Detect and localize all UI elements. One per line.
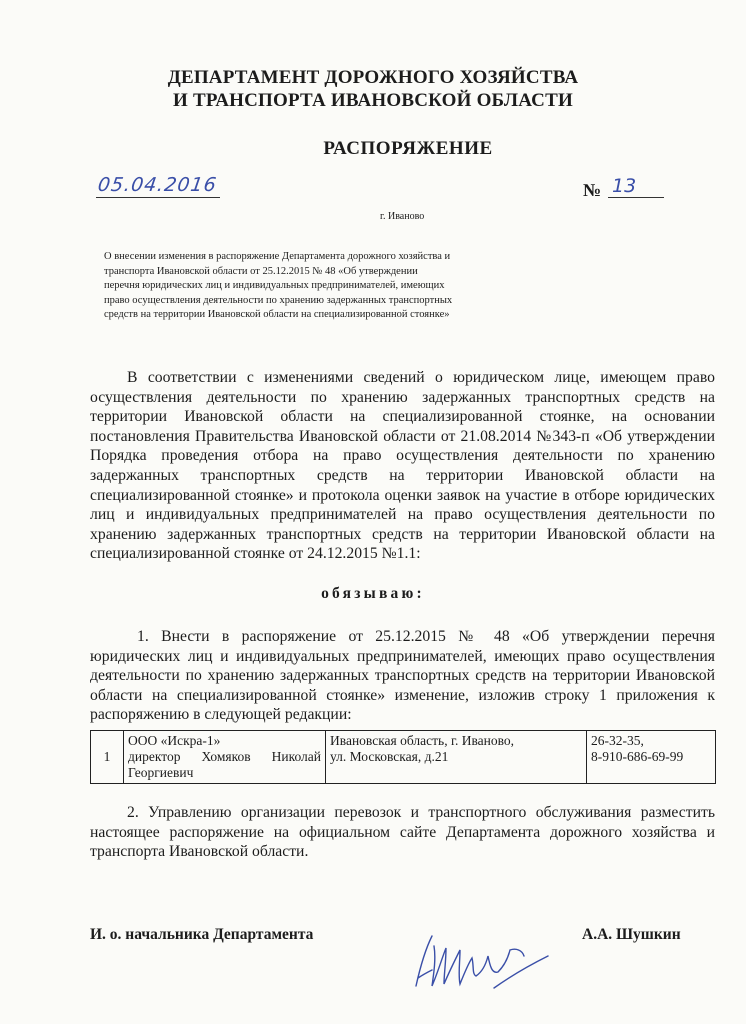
document-subject: О внесении изменения в распоряжение Департамента дорожного хозяйства и транспорта Ивановской области от 25.12.2015 № 48 «Об утверждении перечня юридических лиц и индивидуальных предпринимателей, имеющих право осуществления деятельности по хранению задержанных транспортных средств на территории Ивановской области на специализированной стоянке» (104, 251, 453, 320)
handwritten-signature-icon (398, 928, 558, 998)
number-underline (608, 197, 664, 198)
header-line-1: ДЕПАРТАМЕНТ ДОРОЖНОГО ХОЗЯЙСТВА (167, 67, 579, 88)
number-label: № (583, 180, 602, 200)
table-row (91, 731, 716, 784)
document-date: 05.04.2016 (96, 174, 219, 196)
department-header (0, 66, 746, 112)
org-cell (124, 731, 326, 784)
appendix-row-table (90, 730, 716, 784)
address-line-1: Ивановская область, г. Иваново, (330, 733, 515, 748)
header-line-2: И ТРАНСПОРТА ИВАНОВСКОЙ ОБЛАСТИ (173, 90, 573, 111)
document-number: 13 (612, 175, 637, 197)
date-underline (96, 197, 220, 198)
document-title: РАСПОРЯЖЕНИЕ (323, 138, 493, 159)
address-cell (326, 731, 587, 784)
paragraph-item-2: 2. Управлению организации перевозок и транспортного обслуживания разместить настоящее распоряжение на официальном сайте Департамента дорожного хозяйства и транспорта Ивановской области. (90, 804, 715, 861)
paragraph-item-1: 1. Внести в распоряжение от 25.12.2015 № 48 «Об утверждении перечня юридических лиц и индивидуальных предпринимателей, имеющих право осуществления деятельности по хранению задержанных транспортных средств на территории Ивановской области на специализированной стоянке» изменение, изложив строку 1 приложения к распоряжению в следующей редакции: (90, 628, 715, 724)
paragraph-preamble: В соответствии с изменениями сведений о юридическом лице, имеющем право осуществления деятельности по хранению задержанных транспортных средств на территории Ивановской области на специализированной стоянке, на основании постановления Правительства Ивановской области от 21.08.2014 №343-п «Об утверждении Порядка проведения отбора на право осуществления деятельности по хранению задержанных транспортных средств на территории Ивановской области на специализированной стоянке» и протокола оценки заявок на участие в отборе юридических лиц и индивидуальных предпринимателей на право осуществления деятельности по хранению задержанных транспортных средств на территории Ивановской области на специализированной стоянке от 24.12.2015 №1.1: (90, 369, 715, 563)
city: г. Иваново (380, 211, 425, 222)
org-director: директор Хомяков Николай Георгиевич (128, 749, 321, 780)
phone-1: 26-32-35, (591, 733, 644, 748)
obligation-heading: обязываю: (321, 585, 425, 602)
address-line-2: ул. Московская, д.21 (330, 749, 449, 764)
phone-2: 8-910-686-69-99 (591, 749, 684, 764)
signatory-name: А.А. Шушкин (582, 926, 681, 943)
row-number: 1 (91, 731, 124, 784)
signatory-position: И. о. начальника Департамента (90, 926, 314, 943)
org-name: ООО «Искра-1» (128, 733, 221, 748)
phone-cell (587, 731, 716, 784)
